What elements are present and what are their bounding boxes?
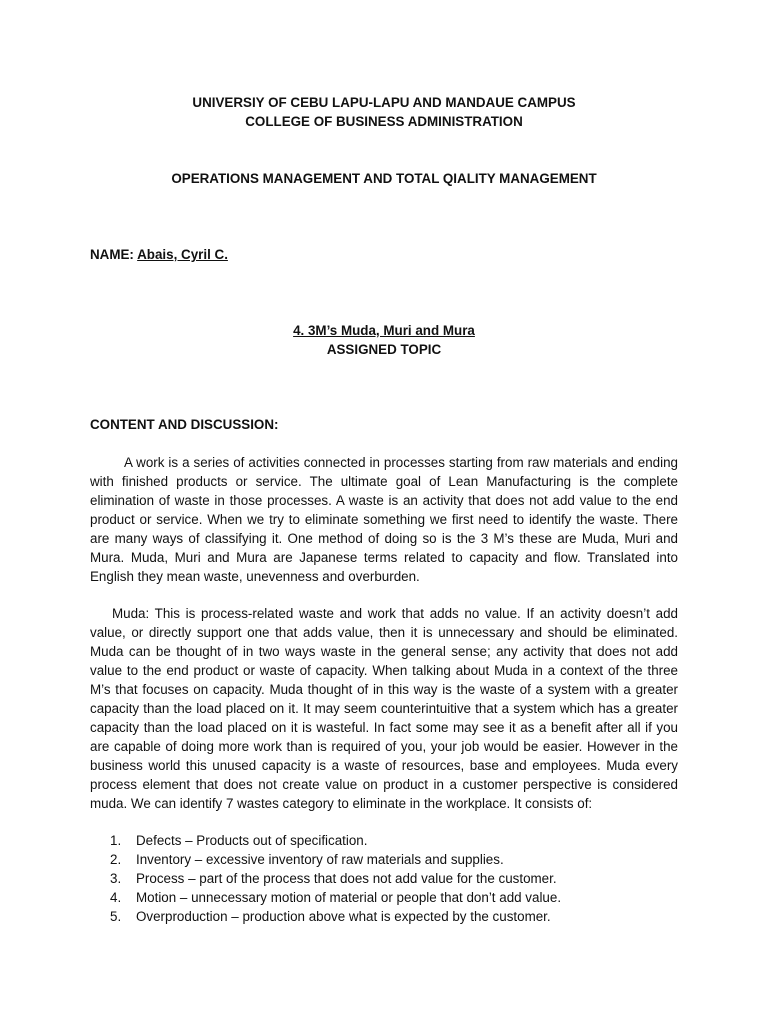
list-item-number: 1. [110,833,122,848]
list-item [110,831,670,850]
list-item [110,888,670,907]
list-item-text: Process – part of the process that does not add value for the customer. [136,871,557,886]
list-item-number: 5. [110,909,122,924]
list-item-number: 3. [110,871,122,886]
course-title: OPERATIONS MANAGEMENT AND TOTAL QIALITY MANAGEMENT [171,171,597,186]
list-item [110,869,670,888]
university-name: UNIVERSIY OF CEBU LAPU-LAPU AND MANDAUE CAMPUS [192,95,576,110]
college-name: COLLEGE OF BUSINESS ADMINISTRATION [245,114,523,129]
list-item-text: Inventory – excessive inventory of raw materials and supplies. [136,852,504,867]
document-page [90,0,678,1024]
waste-list [110,831,670,926]
list-item [110,850,670,869]
list-item-text: Motion – unnecessary motion of material or people that don’t add value. [136,890,562,905]
list-item-text: Overproduction – production above what is expected by the customer. [136,909,551,924]
paragraph-muda: Muda: This is process-related waste and work that adds no value. If an activity doesn’t add value, or directly support one that adds value, then it is unnecessary and should be eliminated. Muda can be thought of in two ways waste in the general sense; any activity that does not add value to the end product or waste of capacity. When talking about Muda in a context of the three M’s that focuses on capacity. Muda thought of in this way is the waste of a system with a greater capacity than the load placed on it. It may seem counterintuitive that a system which has a greater capacity than the load placed on it is wasteful. In fact some may see it as a benefit after all if you are capable of doing more work than is required of you, your job would be easier. However in the business world this unused capacity is a waste of resources, base and employees. Muda every process element that does not create value on product in a customer perspective is considered muda. We can identify 7 wastes category to eliminate in the workplace. It consists of: [90,606,678,811]
list-item [110,907,670,926]
name-label: NAME: [90,247,134,262]
list-item-number: 2. [110,852,122,867]
topic-subtitle: ASSIGNED TOPIC [326,342,442,357]
list-item-text: Defects – Products out of specification. [136,833,368,848]
topic-title: 4. 3M’s Muda, Muri and Mura [293,323,475,338]
name-value: Abais, Cyril C. [137,247,228,262]
list-item-number: 4. [110,890,122,905]
section-heading: CONTENT AND DISCUSSION: [90,417,279,432]
paragraph-intro: A work is a series of activities connected in processes starting from raw materials and ending with finished products or service. The ultimate goal of Lean Manufacturing is the complete elimination of waste in those processes. A waste is an activity that does not add value to the end product or service. When we try to eliminate something we first need to identify the waste. There are many ways of classifying it. One method of doing so is the 3 M’s these are Muda, Muri and Mura. Muda, Muri and Mura are Japanese terms related to capacity and flow. Translated into English they mean waste, unevenness and overburden. [90,455,678,584]
name-line [90,245,228,264]
